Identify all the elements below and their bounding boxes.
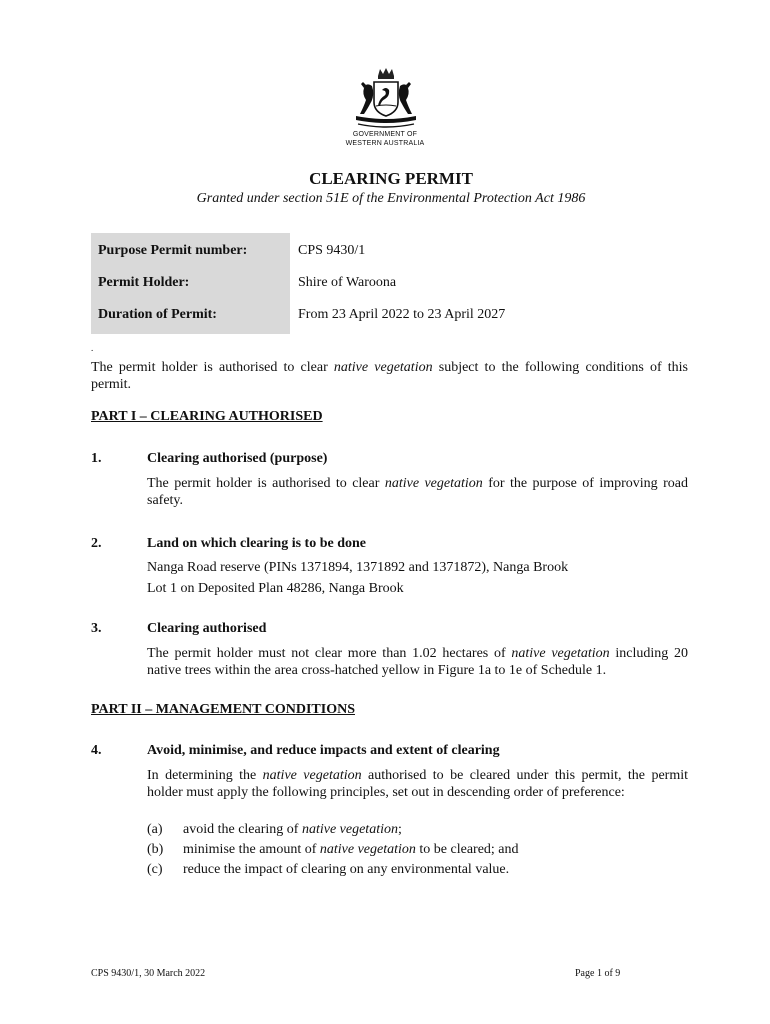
permit-number-label: Purpose Permit number: [98, 243, 248, 258]
condition-1-text: The permit holder is authorised to clear native vegetation for the purpose of improving road safety. [147, 476, 688, 508]
condition-3-number: 3. [91, 621, 102, 636]
condition-2-number: 2. [91, 536, 102, 551]
permit-holder-label: Permit Holder: [98, 275, 190, 290]
part-2-heading: PART II – MANAGEMENT CONDITIONS [91, 702, 355, 717]
document-subtitle: Granted under section 51E of the Environmental Protection Act 1986 [196, 191, 586, 206]
government-name-line2: WESTERN AUSTRALIA [345, 140, 425, 147]
permit-page: GOVERNMENT OF WESTERN AUSTRALIA CLEARING PERMIT Granted under section 51E of the Environmental Protection Act 1986 Purpose Permit number: CPS 9430/1 Permit Holder: Shire of Waroona Duration of Permit: From 23 April 2022 to 23 April 2027 . The permit holder is authorised to clear native vegetation subject to the following conditions of this permit. PART I – CLEARING AUTHORISED 1. Clearing authorised (purpose) The permit holder is authorised to clear native vegetation for the purpose of improving road safety. 2. Land on which clearing is to be done Nanga Road reserve (PINs 1371894, 1371892 and 1371872), Nanga Brook Lot 1 on Deposited Plan 48286, Nanga Brook 3. Clearing authorised The permit holder must not clear more than 1.02 hectares of native vegetation including 20 native trees within the area cross-hatched yellow in Figure 1a to 1e of Schedule 1. PART II – MANAGEMENT CONDITIONS 4. Avoid, minimise, and reduce impacts and extent of clearing In determining the native vegetation authorised to be cleared under this permit, the permit holder must apply the following principles, set out in descending order of preference: (a) avoid the clearing of native vegetation; (b) minimise the amount of native vegetation to be cleared; and (c) reduce the impact of clearing on any environmental value. CPS 9430/1, 30 March 2022 Page 1 of 9 [0, 0, 770, 1024]
condition-4-number: 4. [91, 743, 102, 758]
condition-2-line2: Lot 1 on Deposited Plan 48286, Nanga Brook [147, 581, 404, 596]
document-title: CLEARING PERMIT [309, 169, 473, 188]
condition-2-heading: Land on which clearing is to be done [147, 536, 366, 551]
footer-reference: CPS 9430/1, 30 March 2022 [91, 968, 206, 979]
permit-holder-value: Shire of Waroona [298, 275, 397, 290]
condition-2-line1: Nanga Road reserve (PINs 1371894, 1371892 and 1371872), Nanga Brook [147, 560, 569, 575]
condition-1-heading: Clearing authorised (purpose) [147, 451, 328, 466]
defined-term: native vegetation [333, 360, 433, 375]
condition-4-text: In determining the native vegetation authorised to be cleared under this permit, the permit holder must apply the following principles, set out in descending order of preference: [147, 768, 688, 800]
condition-3-heading: Clearing authorised [147, 621, 267, 636]
coat-of-arms-icon [344, 66, 428, 132]
permit-number-value: CPS 9430/1 [298, 243, 366, 258]
intro-paragraph: The permit holder is authorised to clear native vegetation subject to the following conditions of this permit. [91, 360, 688, 392]
permit-duration-row [91, 297, 691, 323]
permit-duration-value: From 23 April 2022 to 23 April 2027 [298, 307, 506, 322]
stray-mark: . [91, 343, 94, 353]
permit-number-row [91, 233, 691, 259]
government-name-line1: GOVERNMENT OF [352, 131, 418, 138]
footer-page-number: Page 1 of 9 [575, 968, 621, 979]
condition-1-number: 1. [91, 451, 102, 466]
permit-holder-row [91, 265, 691, 291]
condition-3-text: The permit holder must not clear more than 1.02 hectares of native vegetation including 20 native trees within the area cross-hatched yellow in Figure 1a to 1e of Schedule 1. [147, 646, 688, 678]
permit-duration-label: Duration of Permit: [98, 307, 217, 322]
condition-4-heading: Avoid, minimise, and reduce impacts and extent of clearing [147, 743, 500, 758]
part-1-heading: PART I – CLEARING AUTHORISED [91, 409, 323, 424]
